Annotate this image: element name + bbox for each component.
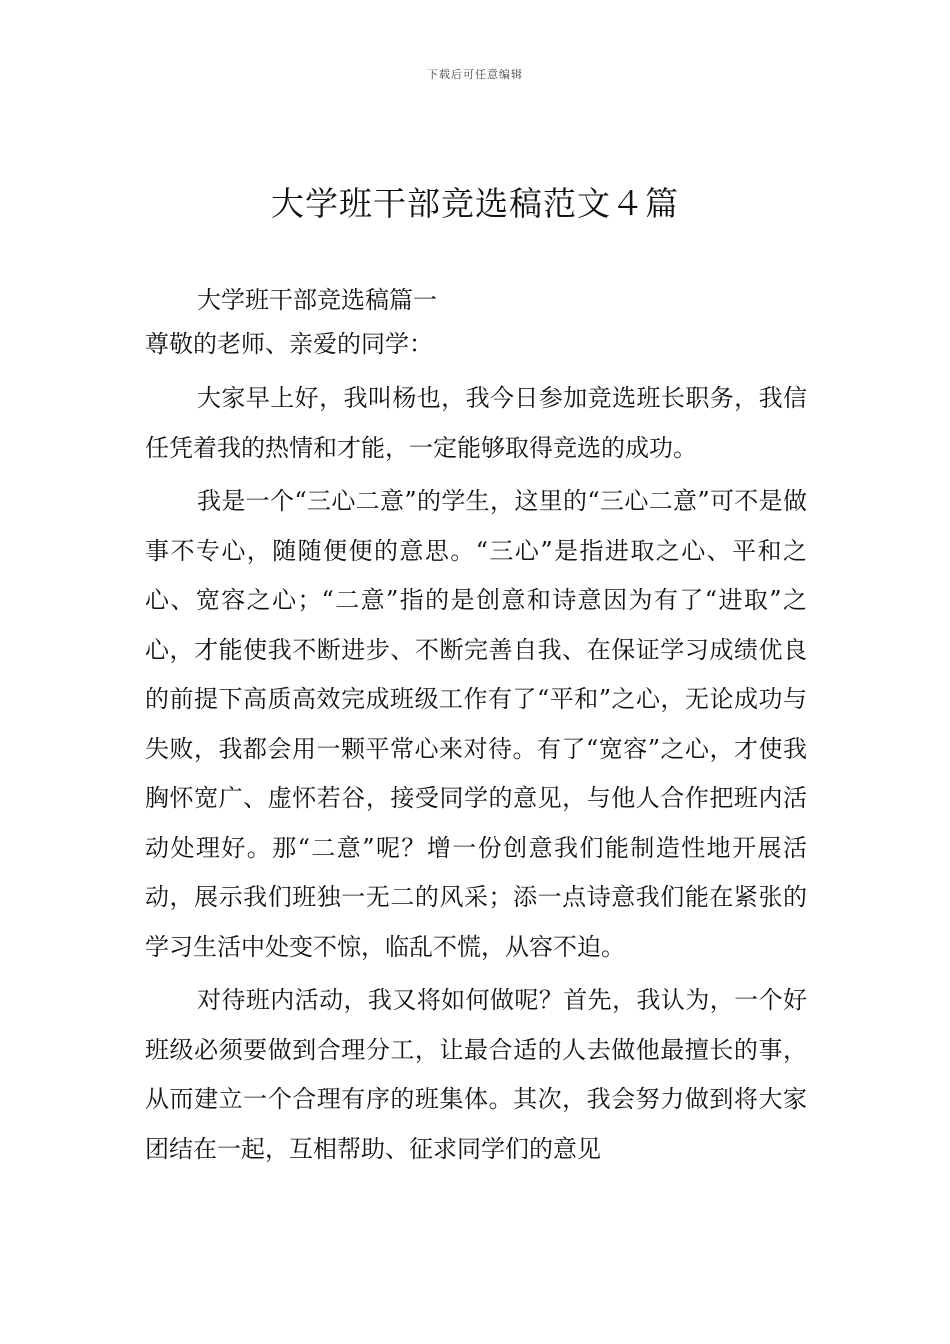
document-body bbox=[145, 280, 807, 1178]
document-title: 大学班干部竞选稿范文４篇 bbox=[271, 184, 679, 223]
paragraph-1: 大家早上好，我叫杨也，我今日参加竞选班长职务，我信任凭着我的热情和才能，一定能够取得竞选的成功。 bbox=[145, 384, 807, 462]
header-note: 下载后可任意编辑 bbox=[427, 68, 523, 81]
section-subtitle: 大学班干部竞选稿篇一 bbox=[197, 286, 437, 314]
paragraph-2: 我是一个“三心二意”的学生，这里的“三心二意”可不是做事不专心，随随便便的意思。“三心”是指进取之心、平和之心、宽容之心；“二意”指的是创意和诗意因为有了“进取”之心，才能使我不断进步、不断完善自我、在保证学习成绩优良的前提下高质高效完成班级工作有了“平和”之心，无论成功与失败，我都会用一颗平常心来对待。有了“宽容”之心，才使我胸怀宽广、虚怀若谷，接受同学的意见，与他人合作把班内活动处理好。那“二意”呢？增一份创意我们能制造性地开展活动，展示我们班独一无二的风采；添一点诗意我们能在紧张的学习生活中处变不惊，临乱不慌，从容不迫。 bbox=[145, 487, 807, 961]
salutation: 尊敬的老师、亲爱的同学： bbox=[145, 330, 433, 358]
paragraph-3: 对待班内活动，我又将如何做呢？首先，我认为，一个好班级必须要做到合理分工，让最合适的人去做他最擅长的事，从而建立一个合理有序的班集体。其次，我会努力做到将大家团结在一起，互相帮助、征求同学们的意见 bbox=[145, 986, 807, 1163]
